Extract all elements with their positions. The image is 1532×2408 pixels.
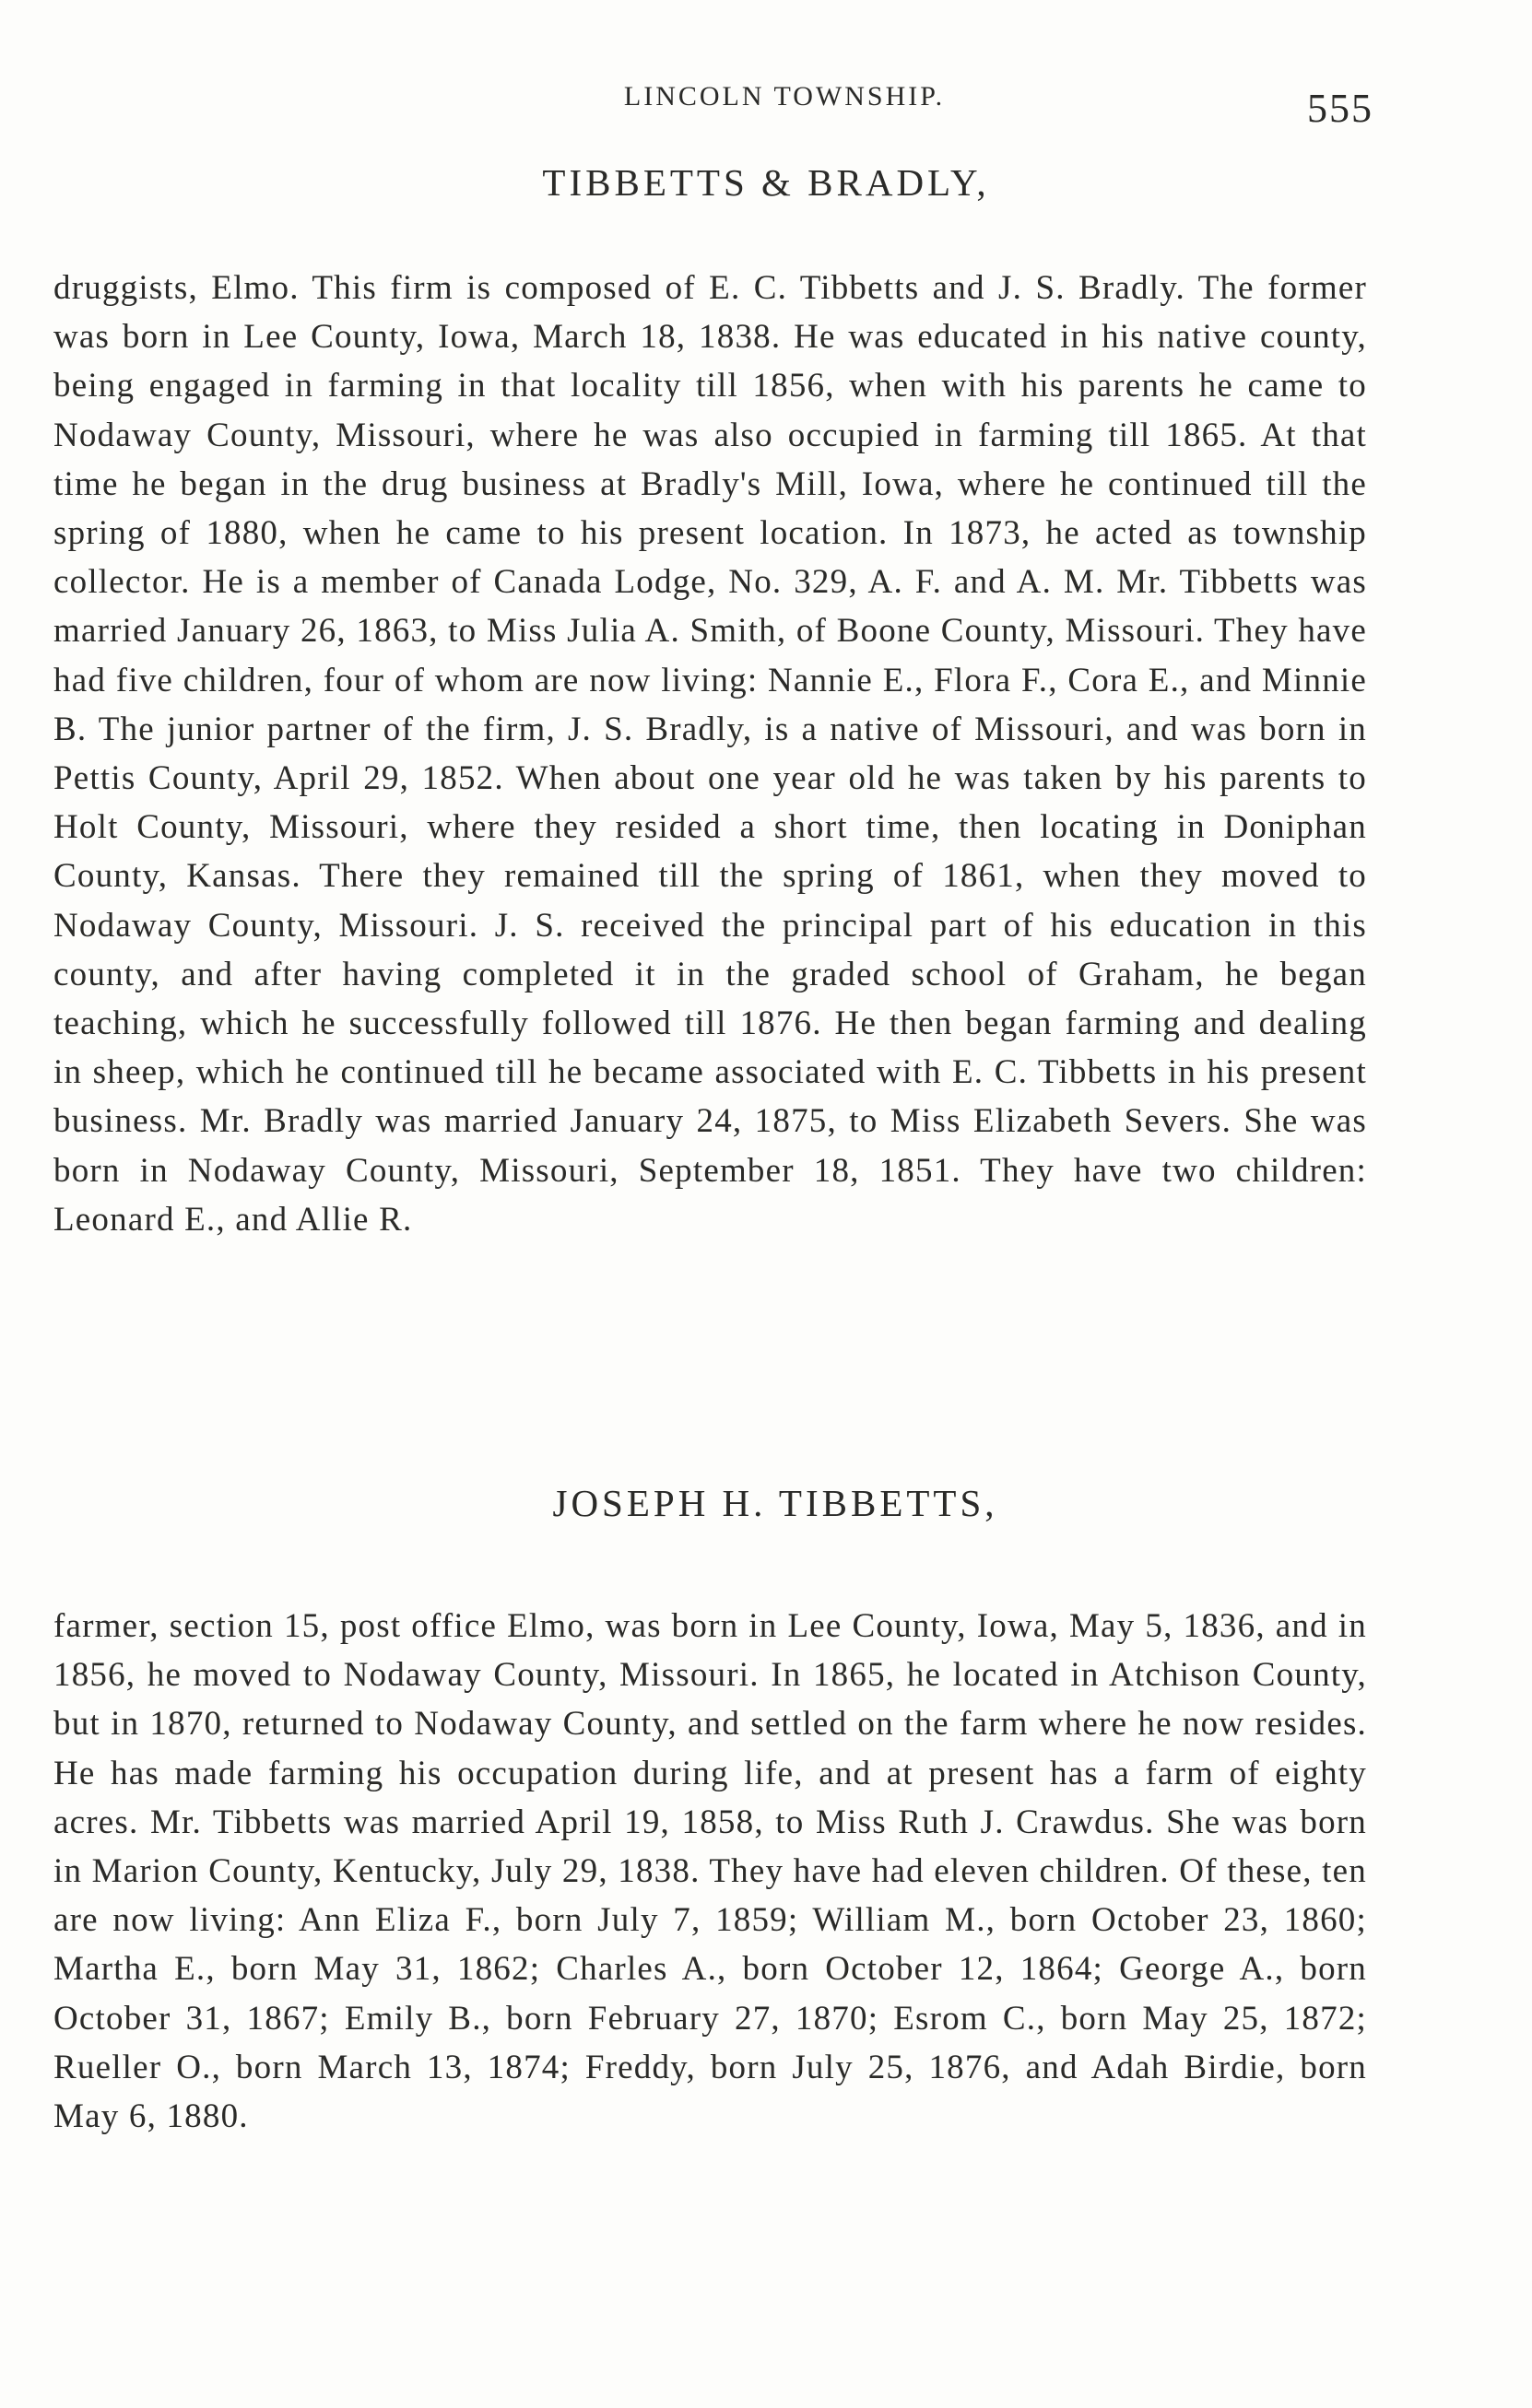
entry-body-tibbetts-bradly: druggists, Elmo. This firm is composed of E. C. Tibbetts and J. S. Bradly. The former was born in Lee County, Iowa, March 18, 1838. He was educated in his native county, being engaged in farming in that locality till 1856, when with his parents he came to Nodaway County, Missouri, where he was also occupied in farming till 1865. At that time he began in the drug business at Bradly's Mill, Iowa, where he continued till the spring of 1880, when he came to his present location. In 1873, he acted as township collector. He is a member of Canada Lodge, No. 329, A. F. and A. M. Mr. Tibbetts was married January 26, 1863, to Miss Julia A. Smith, of Boone County, Missouri. They have had five children, four of whom are now living: Nannie E., Flora F., Cora E., and Minnie B. The junior partner of the firm, J. S. Bradly, is a native of Missouri, and was born in Pettis County, April 29, 1852. When about one year old he was taken by his parents to Holt County, Missouri, where they resided a short time, then locating in Doniphan County, Kansas. There they remained till the spring of 1861, when they moved to Nodaway County, Missouri. J. S. received the principal part of his education in this county, and after having completed it in the graded school of Graham, he began teaching, which he successfully followed till 1876. He then began farming and dealing in sheep, which he continued till he became associated with E. C. Tibbetts in his present business. Mr. Bradly was married January 24, 1875, to Miss Elizabeth Severs. She was born in Nodaway County, Missouri, September 18, 1851. They have two children: Leonard E., and Allie R. (53, 269, 1367, 1239)
entry-body-joseph-tibbetts: farmer, section 15, post office Elmo, was born in Lee County, Iowa, May 5, 1836, and in 1856, he moved to Nodaway County, Missouri. In 1865, he located in Atchison County, but in 1870, returned to Nodaway County, and settled on the farm where he now resides. He has made farming his occupation during life, and at present has a farm of eighty acres. Mr. Tibbetts was married April 19, 1858, to Miss Ruth J. Crawdus. She was born in Marion County, Kentucky, July 29, 1838. They have had eleven children. Of these, ten are now living: Ann Eliza F., born July 7, 1859; William M., born October 23, 1860; Martha E., born May 31, 1862; Charles A., born October 12, 1864; George A., born October 31, 1867; Emily B., born February 27, 1870; Esrom C., born May 25, 1872; Rueller O., born March 13, 1874; Freddy, born July 25, 1876, and Adah Birdie, born May 6, 1880. (53, 1607, 1367, 2136)
entry-heading-tibbetts-bradly: TIBBETTS & BRADLY, (542, 161, 990, 204)
page-number: 555 (1307, 86, 1373, 131)
running-title: LINCOLN TOWNSHIP. (623, 81, 946, 112)
entry-heading-joseph-tibbetts: JOSEPH H. TIBBETTS, (552, 1482, 998, 1524)
running-head (0, 81, 1532, 136)
